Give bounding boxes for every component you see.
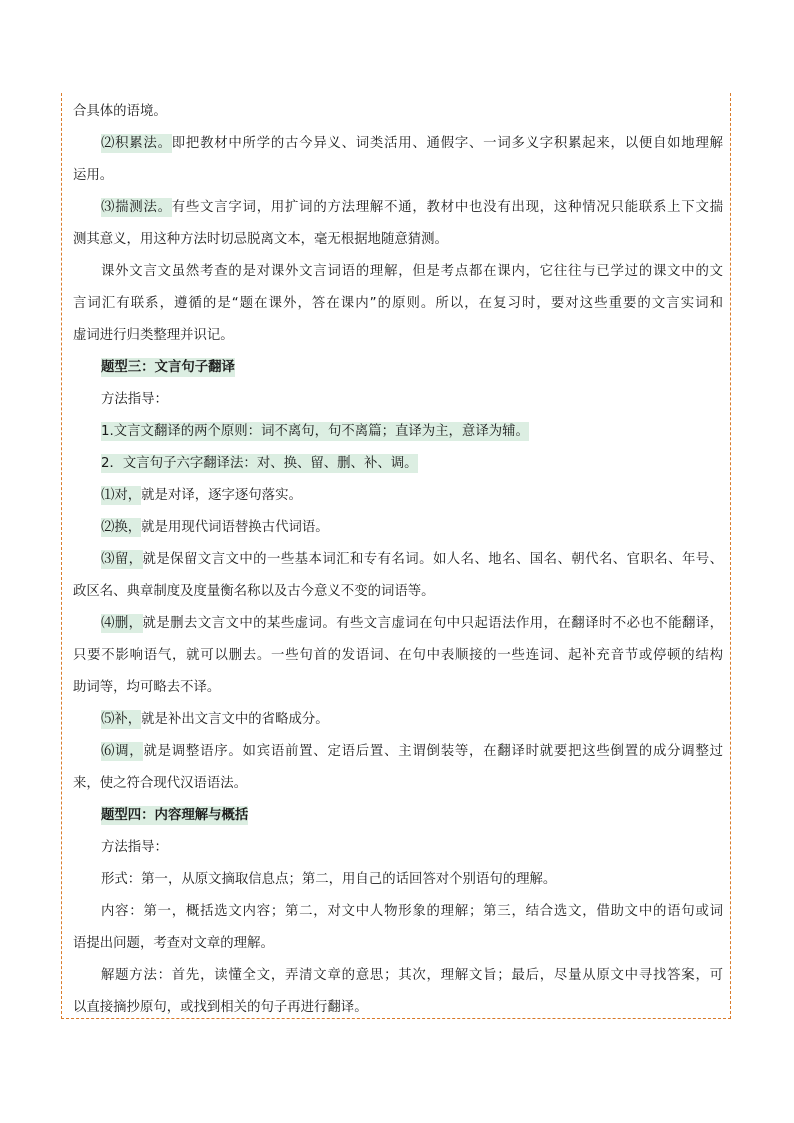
text-line: 以直接摘抄原句，或找到相关的句子再进行翻译。 [73, 1000, 368, 1015]
section-heading: 题型三：文言句子翻译 [101, 360, 235, 375]
method-label: ⑴对， [101, 488, 142, 503]
text-line: 政区名、典章制度及度量衡名称以及古今意义不变的词语等。 [73, 584, 435, 599]
text-line: 语提出问题，考查对文章的理解。 [73, 936, 274, 951]
text-line: ⑶留，就是保留文言文中的一些基本词汇和专有名词。如人名、地名、国名、朝代名、官职名、年号、 [101, 552, 723, 567]
text-line: ⑶揣测法。有些文言字词，用扩词的方法理解不通，教材中也没有出现，这种情况只能联系上下文揣 [101, 200, 723, 215]
text-line: 课外文言文虽然考查的是对课外文言词语的理解，但是考点都在课内，它往往与已学过的课文中的文 [101, 264, 723, 279]
text-line: 虚词进行归类整理并识记。 [73, 328, 234, 343]
method-label: ⑷删， [101, 616, 143, 631]
text-line: ⑵换，就是用现代词语替换古代词语。 [101, 520, 329, 535]
text-line: 方法指导： [101, 392, 168, 407]
text-line: ⑴对，就是对译，逐字逐句落实。 [101, 488, 302, 503]
text-line: 合具体的语境。 [73, 104, 167, 119]
method-label: ⑵积累法。 [101, 136, 172, 151]
text-line: ⑸补，就是补出文言文中的省略成分。 [101, 712, 329, 727]
text-line: 测其意义，用这种方法时切忌脱离文本，毫无根据地随意猜测。 [73, 232, 448, 247]
text-line: ⑹调，就是调整语序。如宾语前置、定语后置、主谓倒装等，在翻译时就要把这些倒置的成分调整过 [101, 744, 723, 759]
text-line: 方法指导： [101, 840, 168, 855]
document-body [73, 96, 723, 1024]
text-line: 言词汇有联系，遵循的是“题在课外，答在课内”的原则。所以，在复习时，要对这些重要的文言实词和 [73, 296, 723, 311]
method-label: ⑶留， [101, 552, 143, 567]
text-line: 形式：第一，从原文摘取信息点；第二，用自己的话回答对个别语句的理解。 [101, 872, 557, 887]
principle-line: 1.文言文翻译的两个原则：词不离句，句不离篇；直译为主，意译为辅。 [101, 424, 529, 439]
text-line: ⑵积累法。即把教材中所学的古今异义、词类活用、通假字、一词多义字积累起来，以便自如地理解 [101, 136, 723, 151]
text-line: 内容：第一，概括选文内容；第二，对文中人物形象的理解；第三，结合选文，借助文中的语句或词 [101, 904, 723, 919]
section-heading: 题型四：内容理解与概括 [101, 808, 249, 823]
method-label: ⑸补， [101, 712, 142, 727]
principle-line: 2．文言句子六字翻译法：对、换、留、删、补、调。 [101, 456, 418, 471]
text-line: 只要不影响语气，就可以删去。一些句首的发语词、在句中表顺接的一些连词、起补充音节或停顿的结构 [73, 648, 723, 663]
method-label: ⑹调， [101, 744, 144, 759]
text-line: ⑷删，就是删去文言文中的某些虚词。有些文言虚词在句中只起语法作用，在翻译时不必也不能翻译， [101, 616, 723, 631]
text-line: 解题方法：首先，读懂全文，弄清文章的意思；其次，理解文旨；最后，尽量从原文中寻找答案，可 [101, 968, 723, 983]
text-line: 运用。 [73, 168, 114, 183]
method-label: ⑶揣测法。 [101, 200, 172, 215]
text-line: 来，使之符合现代汉语语法。 [73, 776, 248, 791]
text-line: 助词等，均可略去不译。 [73, 680, 221, 695]
method-label: ⑵换， [101, 520, 142, 535]
